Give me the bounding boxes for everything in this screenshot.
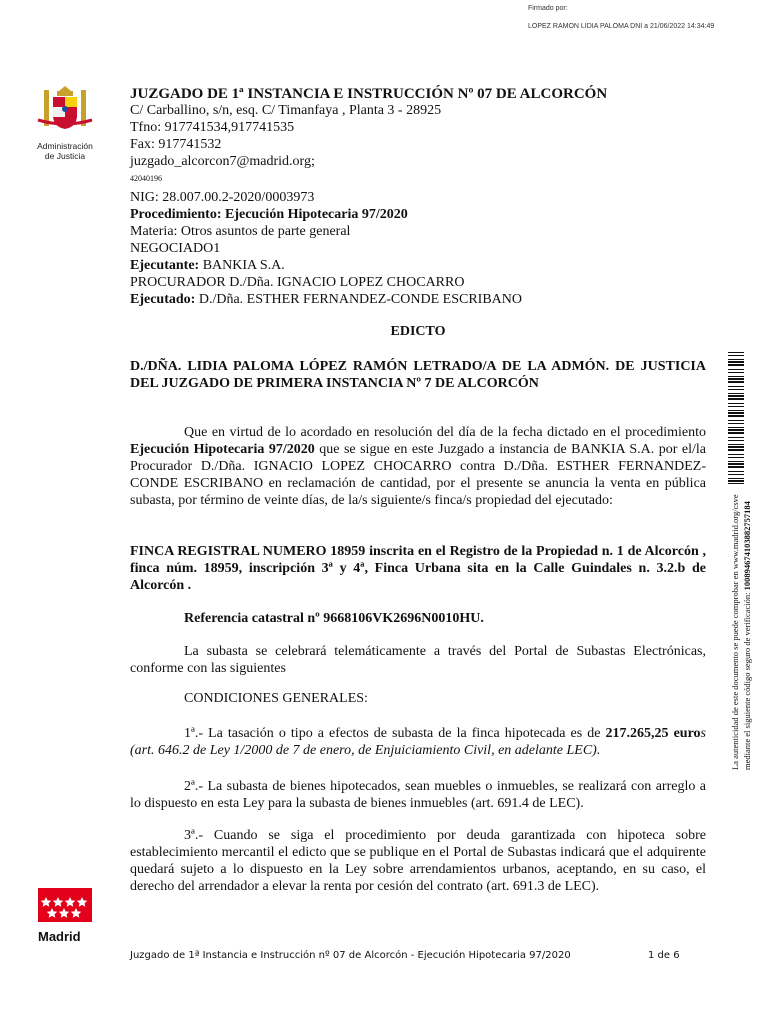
barcode-bar	[728, 427, 744, 428]
side-note-text: mediante el siguiente código seguro de verificación:	[742, 590, 752, 770]
barcode-bar	[728, 471, 744, 472]
barcode-icon	[728, 352, 744, 484]
justice-logo	[30, 84, 100, 161]
footer-text: Juzgado de 1ª Instancia e Instrucción nº 07 de Alcorcón - Ejecución Hipotecaria 97/2020	[130, 950, 571, 961]
barcode-bar	[728, 483, 744, 484]
condition-3: 3ª.- Cuando se siga el procedimiento por deuda garantizada con hipoteca sobre establecimiento mercantil el edicto que se publique en el Portal de Subastas indicará que el adquirente quedará sujeto a lo dispuesto en la Ley sobre arrendamientos urbanos, aceptando, en su caso, el derecho del arrendador a elevar la renta por cesión del contrato (art. 691.3 de LEC).	[130, 828, 706, 894]
ejecutante-value: BANKIA S.A.	[199, 258, 285, 273]
barcode-bar	[728, 454, 744, 455]
case-procurador: PROCURADOR D./Dña. IGNACIO LOPEZ CHOCARRO	[130, 275, 465, 290]
barcode-bar	[728, 480, 744, 482]
barcode-bar	[728, 461, 744, 462]
side-note-line2	[742, 501, 752, 770]
barcode-bar	[728, 359, 744, 360]
barcode-bar	[728, 440, 744, 441]
barcode-bar	[728, 432, 744, 434]
condition-2: 2ª.- La subasta de bienes hipotecados, sean muebles o inmuebles, se realizará con arreglo a lo dispuesto en esta Ley para la subasta de bienes inmuebles (art. 691.4 de LEC).	[130, 779, 706, 811]
court-address: C/ Carballino, s/n, esq. C/ Timanfaya , Planta 3 - 28925	[130, 103, 442, 118]
barcode-bar	[728, 446, 744, 448]
court-fax: Fax: 917741532	[130, 137, 222, 152]
case-materia: Materia: Otros asuntos de parte general	[130, 224, 351, 239]
referencia-catastral: Referencia catastral nº 9668106VK2696N0010HU.	[184, 611, 484, 626]
barcode-bar	[728, 420, 744, 421]
barcode-bar	[728, 474, 744, 475]
logo-text-line2: de Justicia	[44, 151, 86, 161]
signature-signer: LOPEZ RAMON LIDIA PALOMA DNI a 21/06/2022 14:34:49	[528, 23, 715, 30]
edicto-subtitle: D./DÑA. LIDIA PALOMA LÓPEZ RAMÓN LETRADO/A DE LA ADMÓN. DE JUSTICIA DEL JUZGADO DE PRIMERA INSTANCIA Nº 7 DE ALCORCÓN	[130, 359, 706, 391]
procedure-label: Procedimiento:	[130, 207, 222, 222]
barcode-bar	[728, 463, 744, 465]
barcode-bar	[728, 423, 744, 424]
barcode-bar	[728, 466, 744, 468]
barcode-bar	[728, 378, 744, 380]
court-email: juzgado_alcorcon7@madrid.org;	[130, 154, 315, 169]
finca-description: FINCA REGISTRAL NUMERO 18959 inscrita en el Registro de la Propiedad n. 1 de Alcorcón , finca núm. 18959, inscripción 3ª y 4ª, Finca Urbana sita en la Calle Guindales n. 3.2.b de Alcorcón .	[130, 544, 706, 593]
procedure-value: Ejecución Hipotecaria 97/2020	[221, 207, 408, 222]
madrid-stars-icon	[38, 888, 92, 922]
signature-label: Firmado por:	[528, 5, 568, 12]
edicto-paragraph-1	[130, 424, 706, 509]
barcode-bar	[728, 376, 744, 377]
barcode-bar	[728, 389, 744, 390]
condition-1	[130, 725, 706, 759]
barcode-bar	[728, 429, 744, 431]
page-number: 1 de 6	[648, 950, 680, 961]
barcode-bar	[728, 386, 744, 387]
barcode-bar	[728, 437, 744, 438]
side-note-line1: La autenticidad de este documento se puede comprobar en www.madrid.org/csve	[730, 494, 740, 770]
barcode-bar	[728, 393, 744, 394]
ejecutado-label: Ejecutado:	[130, 292, 196, 307]
barcode-bar	[728, 410, 744, 411]
court-code: 42040196	[130, 174, 162, 183]
barcode-bar	[728, 444, 744, 445]
barcode-bar	[728, 449, 744, 451]
c1-text-a: 1ª.- La tasación o tipo a efectos de subasta de la finca hipotecada es de	[184, 726, 606, 741]
ejecutado-value: D./Dña. ESTHER FERNANDEZ-CONDE ESCRIBANO	[195, 292, 522, 307]
barcode-bar	[728, 406, 744, 407]
verification-code: 1008946741038827571​84	[742, 501, 752, 591]
madrid-logo	[38, 888, 92, 944]
coat-of-arms-icon	[30, 84, 100, 136]
barcode-bar	[728, 415, 744, 417]
p1-text-a: Que en virtud de lo acordado en resolución del día de la fecha dictado en el procedimiento	[184, 425, 706, 440]
subasta-paragraph: La subasta se celebrará telemáticamente a través del Portal de Subastas Electrónicas, conforme con las siguientes	[130, 644, 706, 676]
verification-barcode	[728, 352, 744, 489]
p1-procedure: Ejecución Hipotecaria 97/2020	[130, 442, 315, 457]
barcode-bar	[728, 381, 744, 383]
barcode-bar	[728, 403, 744, 404]
barcode-bar	[728, 478, 744, 479]
barcode-bar	[728, 355, 744, 356]
barcode-bar	[728, 398, 744, 400]
p1-text-b: que se sigue en este Juzgado a instancia de BANKIA S.A. por el/la Procurador D./Dña. IGNACIO LOPEZ CHOCARRO contra D./Dña. ESTHER FERNANDEZ-CONDE ESCRIBANO en reclamación de cantidad, por el presente se anuncia la venta en pública subasta, por término de veinte días, de la/s siguiente/s finca/s propiedad del ejecutado:	[130, 442, 706, 508]
edicto-title: EDICTO	[390, 324, 446, 339]
case-ejecutante	[130, 257, 285, 274]
barcode-bar	[728, 352, 744, 353]
barcode-bar	[728, 361, 744, 363]
ejecutante-label: Ejecutante:	[130, 258, 200, 273]
barcode-bar	[728, 457, 744, 458]
barcode-bar	[728, 372, 744, 373]
condiciones-heading: CONDICIONES GENERALES:	[184, 691, 368, 706]
barcode-bar	[728, 369, 744, 370]
c1-amount: 217.265,25 euro	[605, 726, 701, 741]
case-ejecutado	[130, 291, 522, 308]
case-procedure	[130, 206, 408, 223]
madrid-logo-text: Madrid	[38, 929, 81, 944]
logo-text-line1: Administración	[37, 141, 93, 151]
c1-text-b: s (art. 646.2 de Ley 1/2000 de 7 de enero, de Enjuiciamiento Civil, en adelante LEC).	[130, 726, 706, 758]
case-nig: NIG: 28.007.00.2-2020/0003973	[130, 190, 315, 205]
barcode-bar	[728, 364, 744, 366]
barcode-bar	[728, 412, 744, 414]
barcode-bar	[728, 395, 744, 397]
court-phone: Tfno: 917741534,917741535	[130, 120, 295, 135]
court-title: JUZGADO DE 1ª INSTANCIA E INSTRUCCIÓN Nº 07 DE ALCORCÓN	[130, 86, 608, 102]
case-negociado: NEGOCIADO1	[130, 241, 221, 256]
